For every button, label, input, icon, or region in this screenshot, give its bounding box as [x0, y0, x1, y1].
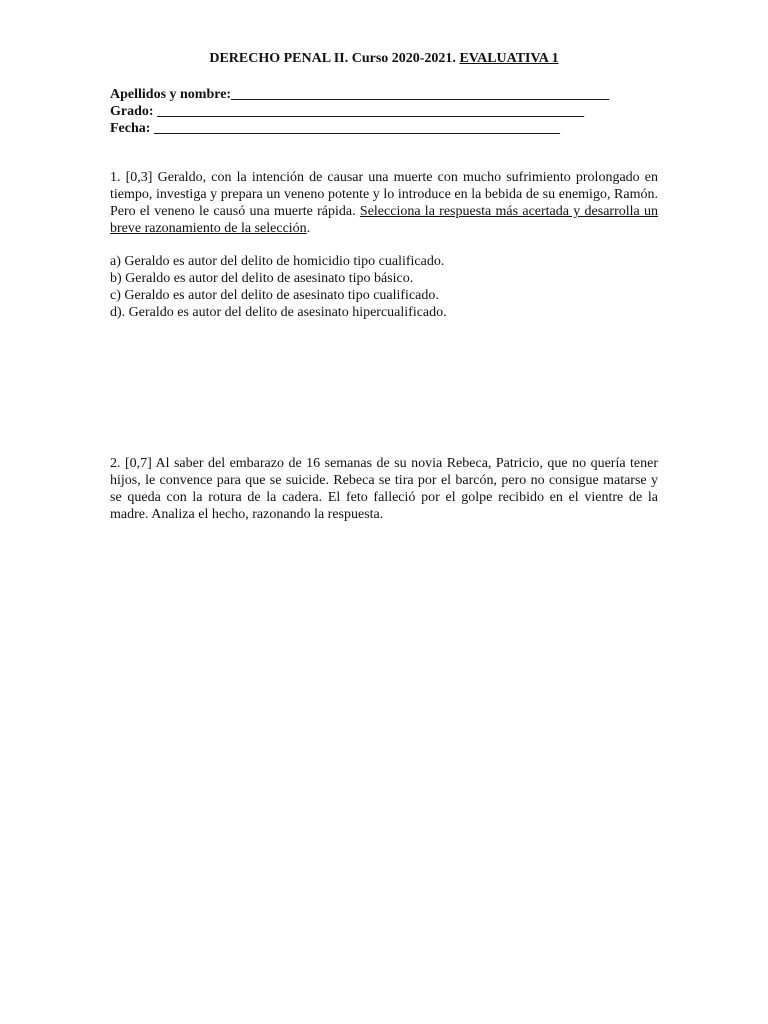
name-field — [110, 86, 609, 103]
exam-title — [76, 51, 692, 67]
fecha-label: Fecha: — [110, 121, 154, 136]
title-evaluativa: EVALUATIVA 1 — [459, 51, 559, 66]
question-1-instruction: Selecciona la respuesta más acertada y desarrolla un breve razonamiento de la selección — [110, 204, 658, 236]
fecha-line: __________________________________________________________ — [153, 121, 560, 136]
grado-label: Grado: — [110, 104, 158, 119]
option-c: c) Geraldo es autor del delito de asesinato tipo cualificado. — [110, 288, 439, 303]
name-label: Apellidos y nombre: — [110, 87, 232, 102]
question-1 — [110, 169, 658, 237]
grado-field — [110, 103, 609, 120]
question-1-end: . — [306, 221, 311, 236]
question-1-options — [110, 253, 447, 321]
option-a: a) Geraldo es autor del delito de homicidio tipo cualificado. — [110, 254, 445, 269]
question-1-text: 1. [0,3] Geraldo, con la intención de causar una muerte con mucho sufrimiento prolongado en tiempo, investiga y prepara un veneno potente y lo introduce en la bebida de su enemigo, Ramón. Pero el veneno le causó una muerte rápida. — [110, 170, 658, 219]
option-b: b) Geraldo es autor del delito de asesinato tipo básico. — [110, 271, 414, 286]
option-d: d). Geraldo es autor del delito de asesinato hipercualificado. — [110, 305, 447, 320]
grado-line: _____________________________________________________________ — [157, 104, 585, 119]
fecha-field — [110, 120, 609, 137]
question-2 — [110, 455, 658, 523]
name-line: ______________________________________________________ — [231, 87, 610, 102]
title-main: DERECHO PENAL II. Curso 2020-2021. — [209, 51, 460, 66]
question-2-text: 2. [0,7] Al saber del embarazo de 16 semanas de su novia Rebeca, Patricio, que no quería tener hijos, le convence para que se suicide. Rebeca se tira por el barcón, pero no consigue matarse y se queda con la rotura de la cadera. El feto falleció por el golpe recibido en el vientre de la madre. Analiza el hecho, razonando la respuesta. — [110, 456, 658, 522]
student-fields — [110, 86, 609, 137]
